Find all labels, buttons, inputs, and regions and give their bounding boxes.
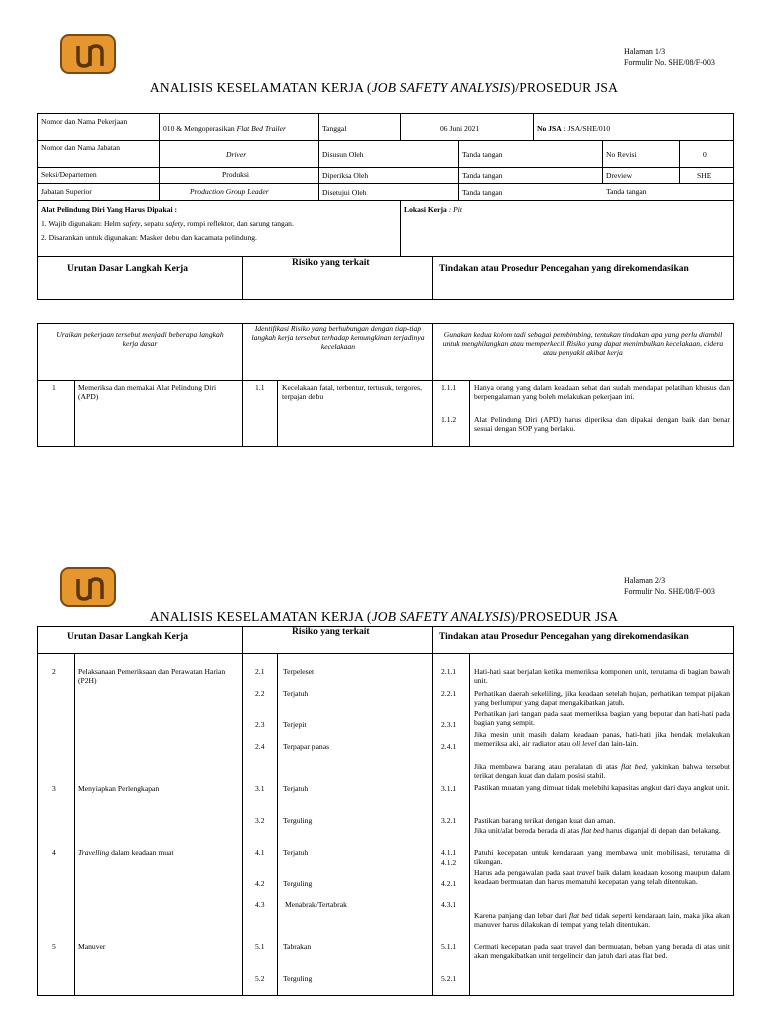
action-text: Perhatikan jari tangan pada saat memeriksa bagian yang beputar dan hati-hati pada bagian yang sempit. xyxy=(474,709,730,727)
position-label: Nomor dan Nama Jabatan xyxy=(41,143,121,152)
action-number: 5.1.1 xyxy=(441,942,457,951)
jsa-number: No JSA : JSA/SHE/010 xyxy=(537,124,611,133)
guidance-steps: Uraikan pekerjaan tersebut menjadi beberapa langkah kerja dasar xyxy=(56,330,224,348)
step-number: 4 xyxy=(52,848,56,857)
section-label: Seksi/Departemen xyxy=(41,170,97,179)
risk-number: 5.2 xyxy=(255,974,265,983)
step-text: Travelling dalam keadaan muat xyxy=(78,848,174,857)
column-risks-header: Risiko yang terkait xyxy=(292,627,370,637)
action-number: 2.4.1 xyxy=(441,742,457,751)
review-value: SHE xyxy=(697,171,712,180)
risk-text: Terguling xyxy=(283,816,313,825)
action-number: 4.1.1 xyxy=(441,848,457,857)
title-text-end: )/PROSEDUR JSA xyxy=(510,80,619,95)
column-steps-header: Urutan Dasar Langkah Kerja xyxy=(67,264,188,274)
action-text: Jika unit/alat beroda berada di atas flat bed harus diganjal di depan dan belakang. xyxy=(474,826,721,835)
page-meta xyxy=(624,46,715,68)
risk-number: 3.1 xyxy=(255,784,265,793)
approved-by-label: Disetujui Oleh xyxy=(322,188,367,197)
page-meta xyxy=(624,575,715,597)
job-value: 010 & Mengoperasikan Flat Bed Trailer xyxy=(163,124,286,133)
ppe-heading: Alat Pelindung Diri Yang Harus Dipakai : xyxy=(41,205,178,214)
action-text: Hati-hati saat berjalan ketika memeriksa komponen unit, terutama di bagian bawah unit. xyxy=(474,667,730,685)
risk-number: 2.2 xyxy=(255,689,265,698)
action-number: 4.2.1 xyxy=(441,879,457,888)
risk-text: Terjatuh xyxy=(283,689,309,698)
page-label: Halaman 2/3 xyxy=(624,576,666,585)
guidance-actions: Gunakan kedua kolom tadi sebagai pembimbing, tentukan tindakan apa yang perlu diambil untuk menghilangkan atau memperkecil Risiko yang dapat menimbulkan kecelakaan, cidera atau penyakit akibat kerja xyxy=(442,330,724,357)
action-text: Alat Pelindung Diri (APD) harus diperiksa dan dipakai dengan baik dan benar sesuai dengan SOP yang berlaku. xyxy=(474,415,730,433)
signature-superior: Tanda tangan xyxy=(606,187,647,196)
revision-label: No Revisi xyxy=(606,150,637,159)
date-label: Tanggal xyxy=(322,124,347,133)
risk-number: 2.3 xyxy=(255,720,265,729)
superior-label: Jabatan Superior xyxy=(41,187,92,196)
risk-number: 3.2 xyxy=(255,816,265,825)
title-text-end: )/PROSEDUR JSA xyxy=(510,609,619,624)
action-number: 4.3.1 xyxy=(441,900,457,909)
column-risks-header: Risiko yang terkait xyxy=(292,258,370,268)
step-number: 1 xyxy=(52,383,56,392)
ppe-item-1: 1. Wajib digunakan: Helm safety, sepatu safety, rompi reflektor, dan sarung tangan. xyxy=(41,219,294,228)
signature-approved: Tanda tangan xyxy=(462,188,503,197)
company-logo xyxy=(60,34,116,74)
risk-number: 2.1 xyxy=(255,667,265,676)
risk-number: 4.2 xyxy=(255,879,265,888)
risk-number: 1.1 xyxy=(255,383,265,392)
position-value: Driver xyxy=(226,150,247,159)
form-number: Formulir No. SHE/08/F-003 xyxy=(624,58,715,67)
risk-number: 5.1 xyxy=(255,942,265,951)
column-steps-header: Urutan Dasar Langkah Kerja xyxy=(67,632,188,642)
step-text: Memeriksa dan memakai Alat Pelindung Diri (APD) xyxy=(78,383,217,401)
risk-text: Terjepit xyxy=(283,720,307,729)
action-text: Jika mesin unit masih dalam keadaan panas, hati-hati jika hendak melakukan memeriksa aki, air radiator atau oli level dan lain-lain. xyxy=(474,730,730,748)
document-title xyxy=(0,80,768,96)
risk-text: Terpeleset xyxy=(283,667,315,676)
action-text: Patuhi kecepatan untuk kendaraan yang membawa unit mobilisasi, terutama di tikungan. xyxy=(474,848,730,866)
action-number: 2.2.1 xyxy=(441,689,457,698)
document-title xyxy=(0,609,768,625)
risk-text: Terguling xyxy=(283,879,313,888)
risk-text: Kecelakaan fatal, terbentur, tertusuk, tergores, terpajan debu xyxy=(282,383,422,401)
superior-value: Production Group Leader xyxy=(190,187,269,196)
title-italic: JOB SAFETY ANALYSIS xyxy=(371,609,511,624)
risk-number: 4.3 xyxy=(255,900,265,909)
action-text: Jika membawa barang atau peralatan di atas flat bed, yakinkan bahwa tersebut terikat dengan kuat dan dalam posisi stabil. xyxy=(474,762,730,780)
risk-text: Terpapar panas xyxy=(283,742,330,751)
action-text: Pastikan muatan yang dimuat tidak melebihi kapasitas angkut dari daya angkut unit. xyxy=(474,783,730,792)
action-number: 4.1.2 xyxy=(441,858,457,867)
section-value: Produksi xyxy=(222,170,250,179)
step-number: 2 xyxy=(52,667,56,676)
logo-mark-icon xyxy=(70,42,110,70)
step-text: Pelaksanaan Pemeriksaan dan Perawatan Harian (P2H) xyxy=(78,667,226,685)
signature-checked: Tanda tangan xyxy=(462,171,503,180)
step-number: 3 xyxy=(52,784,56,793)
prepared-by-label: Disusun Oleh xyxy=(322,150,364,159)
risk-text: Tabrakan xyxy=(283,942,312,951)
action-text: Karena panjang dan lebar dari flat bed tidak seperti kendaraan lain, maka jika akan manuver harus dilakukan di tempat yang telah ditentukan. xyxy=(474,911,730,929)
title-text: ANALISIS KESELAMATAN KERJA ( xyxy=(149,609,372,624)
title-italic: JOB SAFETY ANALYSIS xyxy=(371,80,511,95)
action-text: Perhatikan daerah sekeliling, jika keadaan setelah hujan, perhatikan tempat pijakan yang berlumpur yang dapat mengakibatkan jatuh. xyxy=(474,689,730,707)
action-text: Pastikan barang terikat dengan kuat dan aman. xyxy=(474,816,616,825)
ppe-item-2: 2. Disarankan untuk digunakan: Masker debu dan kacamata pelindung. xyxy=(41,233,257,242)
action-text: Hanya orang yang dalam keadaan sehat dan sudah mendapat pelatihan khusus dan berpengalaman yang boleh melakukan pekerjaan ini. xyxy=(474,383,730,401)
revision-value: 0 xyxy=(703,150,707,159)
date-value: 06 Juni 2021 xyxy=(440,124,480,133)
action-number: 5.2.1 xyxy=(441,974,457,983)
action-number: 1.1.2 xyxy=(441,415,457,424)
action-number: 2.3.1 xyxy=(441,720,457,729)
action-number: 3.1.1 xyxy=(441,784,457,793)
column-actions-header: Tindakan atau Prosedur Pencegahan yang direkomendasikan xyxy=(439,264,689,274)
risk-text: Menabrak/Tertabrak xyxy=(285,900,347,909)
title-text: ANALISIS KESELAMATAN KERJA ( xyxy=(149,80,372,95)
column-actions-header: Tindakan atau Prosedur Pencegahan yang direkomendasikan xyxy=(439,632,689,642)
guidance-risks: Identifikasi Risiko yang berhubungan dengan tiap-tiap langkah kerja tersebut terhadap kemungkinan terjadinya kecelakaan xyxy=(251,324,425,351)
risk-text: Terjatuh xyxy=(283,848,309,857)
action-number: 3.2.1 xyxy=(441,816,457,825)
form-number: Formulir No. SHE/08/F-003 xyxy=(624,587,715,596)
risk-number: 2.4 xyxy=(255,742,265,751)
work-location: Lokasi Kerja : Pit xyxy=(404,205,463,214)
risk-text: Terjatuh xyxy=(283,784,309,793)
risk-text: Terguling xyxy=(283,974,313,983)
action-text: Harus ada pengawalan pada saat travel baik dalam keadaan kosong maupun dalam keadaan bermuatan dan harus mematuhi kecepatan yang telah ditentukan. xyxy=(474,868,730,886)
page-label: Halaman 1/3 xyxy=(624,47,666,56)
page-2 xyxy=(0,565,768,1024)
step-text: Menyiapkan Perlengkapan xyxy=(78,784,160,793)
ppe-and-columns-box xyxy=(37,200,734,300)
risk-number: 4.1 xyxy=(255,848,265,857)
action-number: 2.1.1 xyxy=(441,667,457,676)
logo-mark-icon xyxy=(70,575,110,603)
review-label: Dreview xyxy=(606,171,633,180)
action-text: Cermati kecepatan pada saat travel dan bermuatan, beban yang berada di atas unit akan mengakibatkan unit tergelincir dan jatuh dari atas flat bed. xyxy=(474,942,730,960)
checked-by-label: Diperiksa Oleh xyxy=(322,171,369,180)
step-text: Manuver xyxy=(78,942,106,951)
job-label: Nomor dan Nama Pekerjaan xyxy=(41,117,128,126)
step-number: 5 xyxy=(52,942,56,951)
signature-prepared: Tanda tangan xyxy=(462,150,503,159)
company-logo xyxy=(60,567,116,607)
page-1 xyxy=(0,0,768,500)
action-number: 1.1.1 xyxy=(441,383,457,392)
